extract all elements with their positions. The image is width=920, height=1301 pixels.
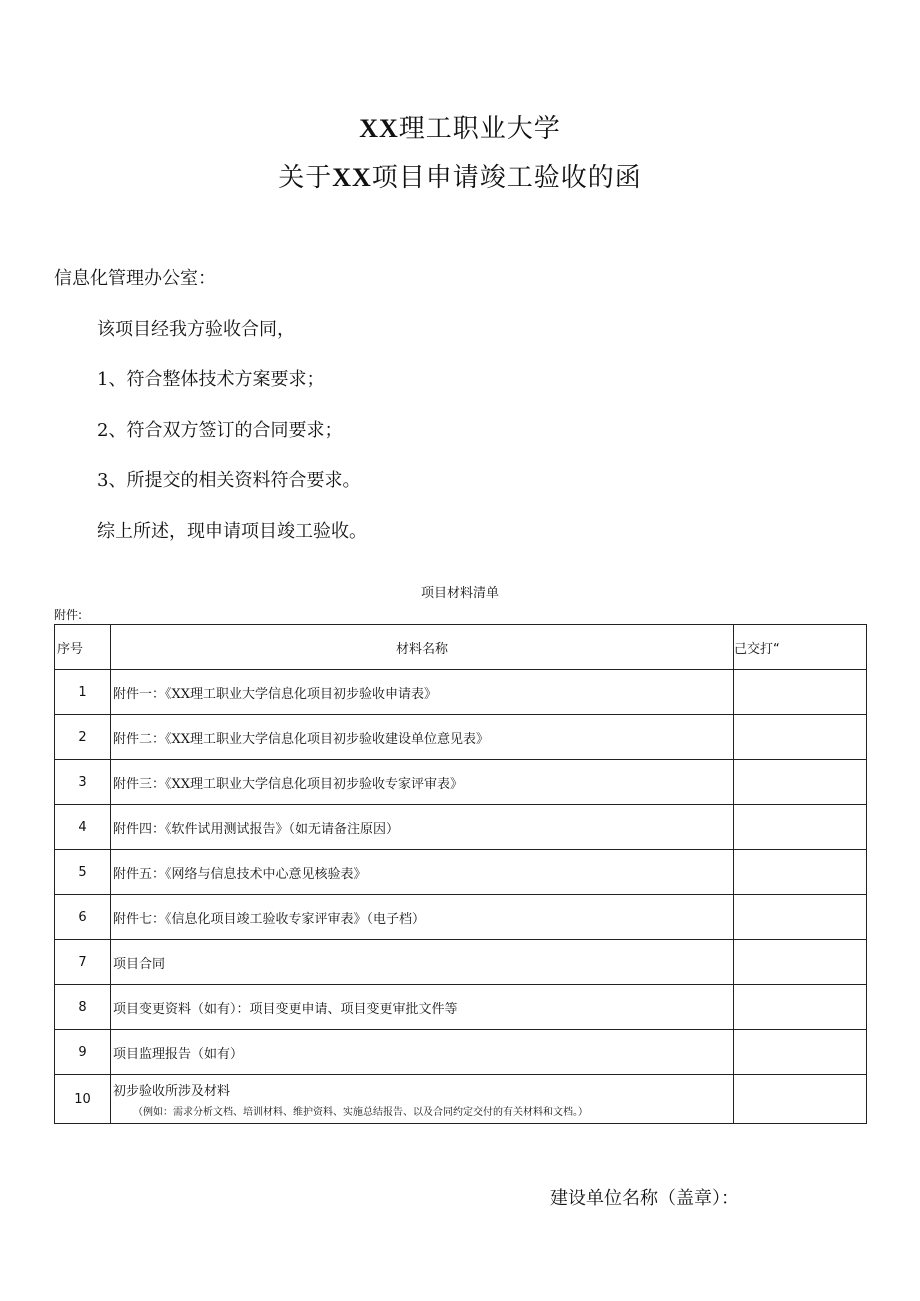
row-submitted-cell[interactable]: [734, 850, 867, 895]
row-no: 8: [55, 985, 111, 1030]
row-no: 3: [55, 760, 111, 805]
signature-label: 建设单位名称（盖章）：: [550, 1188, 739, 1209]
table-row: [55, 985, 867, 1030]
row-name: 附件四：《软件试用测试报告》（如无请备注原因）: [111, 805, 734, 850]
point-3: 3、所提交的相关资料符合要求。: [97, 470, 361, 491]
row-submitted-cell[interactable]: [734, 670, 867, 715]
title-line1-text: 理工职业大学: [398, 114, 561, 144]
point-2: 2、符合双方签订的合同要求；: [97, 420, 343, 441]
row-name: 初步验收所涉及材料: [113, 1084, 231, 1099]
document-title-line1: [0, 108, 920, 145]
row-submitted-cell[interactable]: [734, 895, 867, 940]
row-name: 附件三：《XX理工职业大学信息化项目初步验收专家评审表》: [111, 760, 734, 805]
table-header-row: [55, 625, 867, 670]
materials-caption: 项目材料清单: [420, 586, 499, 601]
row-name: 项目变更资料（如有）：项目变更申请、项目变更审批文件等: [111, 985, 734, 1030]
table-row: [55, 715, 867, 760]
table-row: [55, 895, 867, 940]
row-submitted-cell[interactable]: [734, 760, 867, 805]
title-prefix: XX: [359, 114, 399, 143]
row-no: 1: [55, 670, 111, 715]
row-name: 附件一：《XX理工职业大学信息化项目初步验收申请表》: [111, 670, 734, 715]
attachment-label: 附件:: [54, 608, 83, 622]
conclusion-paragraph: 综上所述，现申请项目竣工验收。: [97, 521, 367, 542]
row-submitted-cell[interactable]: [734, 1030, 867, 1075]
row-submitted-cell[interactable]: [734, 1075, 867, 1124]
row-submitted-cell[interactable]: [734, 805, 867, 850]
table-row: [55, 940, 867, 985]
row-note: （例如：需求分析文档、培训材料、维护资料、实施总结报告、以及合同约定交付的有关材料和文档。）: [133, 1107, 588, 1118]
row-name-cell: [111, 1075, 734, 1124]
row-name: 项目监理报告（如有）: [111, 1030, 734, 1075]
row-no: 6: [55, 895, 111, 940]
title-line2-mid: XX: [332, 163, 372, 192]
title-line2-pre: 关于: [278, 163, 333, 193]
row-no: 4: [55, 805, 111, 850]
header-no: 序号: [55, 625, 111, 670]
header-name: 材料名称: [111, 625, 734, 670]
row-name: 附件五：《网络与信息技术中心意见核验表》: [111, 850, 734, 895]
row-submitted-cell[interactable]: [734, 715, 867, 760]
table-row: [55, 1075, 867, 1124]
row-no: 9: [55, 1030, 111, 1075]
table-row: [55, 850, 867, 895]
table-row: [55, 1030, 867, 1075]
row-submitted-cell[interactable]: [734, 985, 867, 1030]
row-no: 10: [55, 1075, 111, 1124]
recipient: 信息化管理办公室：: [54, 268, 216, 289]
header-submitted: 己交打“: [734, 625, 867, 670]
table-row: [55, 805, 867, 850]
row-submitted-cell[interactable]: [734, 940, 867, 985]
table-row: [55, 670, 867, 715]
point-1: 1、符合整体技术方案要求；: [97, 369, 325, 390]
intro-paragraph: 该项目经我方验收合同，: [97, 319, 295, 340]
row-name: 附件二：《XX理工职业大学信息化项目初步验收建设单位意见表》: [111, 715, 734, 760]
document-title-line2: [0, 157, 920, 194]
row-no: 2: [55, 715, 111, 760]
row-name: 附件七：《信息化项目竣工验收专家评审表》（电子档）: [111, 895, 734, 940]
row-name: 项目合同: [111, 940, 734, 985]
row-no: 5: [55, 850, 111, 895]
title-line2-text: 项目申请竣工验收的函: [371, 163, 642, 193]
materials-table: [54, 624, 867, 1124]
table-row: [55, 760, 867, 805]
row-no: 7: [55, 940, 111, 985]
